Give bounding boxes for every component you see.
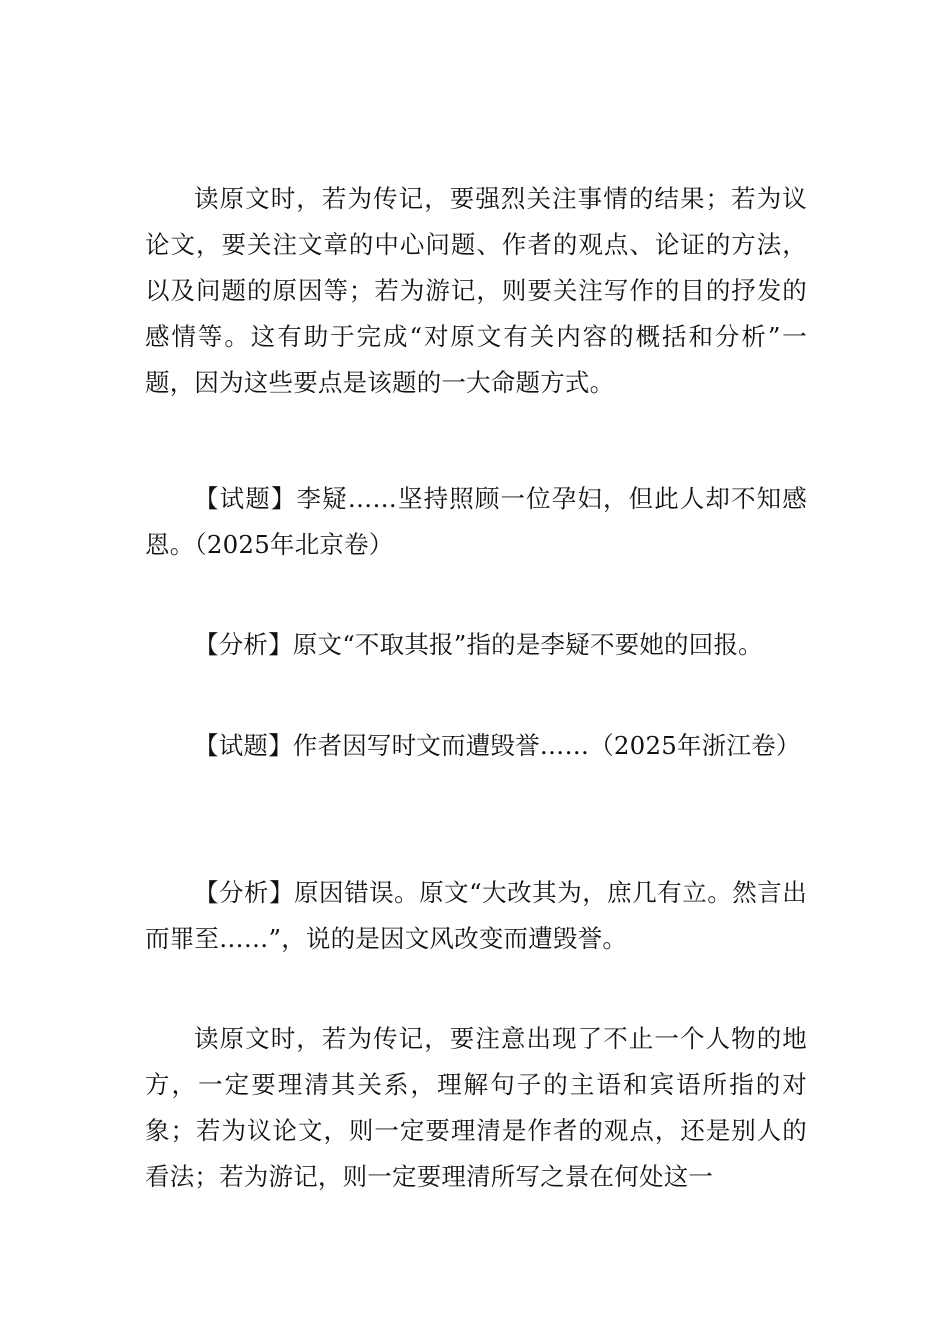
paragraph-question-beijing: 【试题】李疑……坚持照顾一位孕妇，但此人却不知感恩。（2025年北京卷）	[145, 484, 807, 559]
paragraph-question-zhejiang: 【试题】作者因写时文而遭毁誉……（2025年浙江卷）	[194, 731, 801, 760]
paragraph-reading-guidance-1: 读原文时，若为传记，要强烈关注事情的结果；若为议论文，要关注文章的中心问题、作者的观点、论证的方法，以及问题的原因等；若为游记，则要关注写作的目的抒发的感情等。这有助于完成“对原文有关内容的概括和分析”一题，因为这些要点是该题的一大命题方式。	[145, 184, 807, 397]
paragraph-reading-guidance-2: 读原文时，若为传记，要注意出现了不止一个人物的地方，一定要理清其关系，理解句子的主语和宾语所指的对象；若为议论文，则一定要理清是作者的观点，还是别人的看法；若为游记，则一定要理清所写之景在何处这一	[145, 1024, 807, 1191]
paragraph-analysis-beijing: 【分析】原文“不取其报”指的是李疑不要她的回报。	[194, 630, 763, 659]
paragraph-analysis-zhejiang: 【分析】原因错误。原文“大改其为，庶几有立。然言出而罪至……”，说的是因文风改变而遭毁誉。	[145, 878, 807, 953]
